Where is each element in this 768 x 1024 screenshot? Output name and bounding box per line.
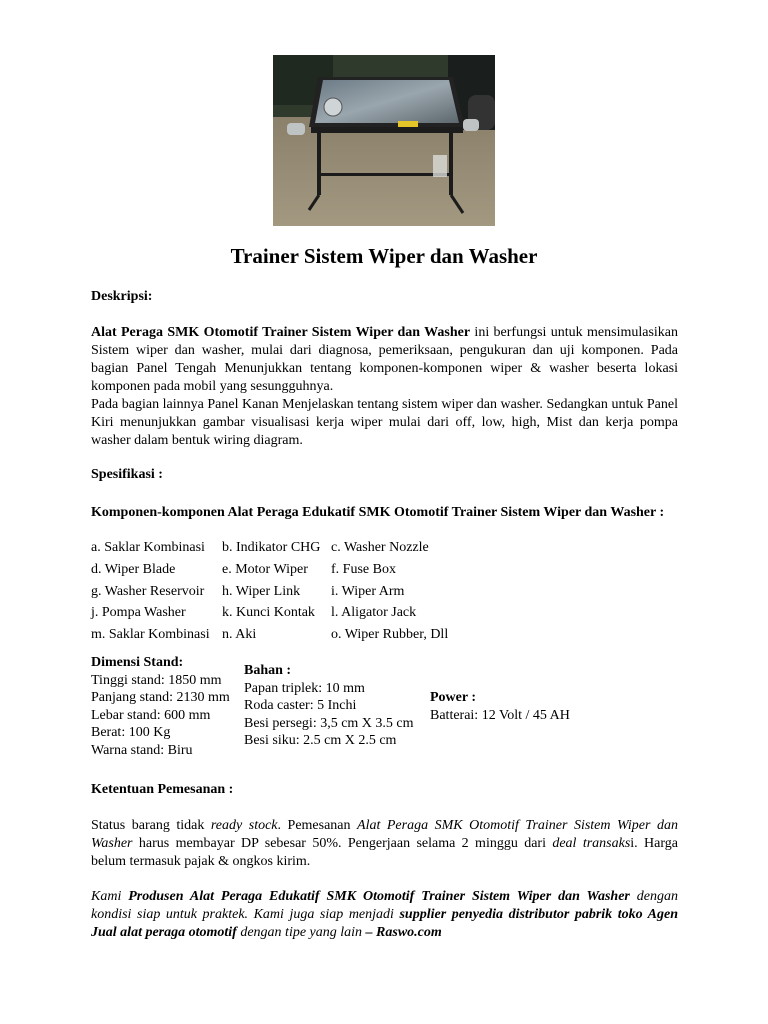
power-item: Batterai: 12 Volt / 45 AH bbox=[430, 707, 570, 723]
dimensi-item: Berat: 100 Kg bbox=[91, 725, 171, 740]
closing-text: dengan tipe yang lain bbox=[236, 925, 366, 940]
list-item bbox=[91, 540, 448, 562]
komponen-item: f. Fuse Box bbox=[331, 561, 396, 577]
ketentuan-text: harus membayar DP sebesar 50%. Pengerjaan selama 2 minggu dari bbox=[132, 836, 553, 851]
spesifikasi-label: Spesifikasi : bbox=[91, 467, 163, 482]
ketentuan-text: i. Harga belum termasuk pajak & ongkos kirim. bbox=[91, 836, 678, 869]
closing-text: dengan kondisi siap untuk praktek. Kami juga siap menjadi bbox=[91, 889, 678, 922]
ketentuan-italic: ready stock bbox=[210, 818, 278, 833]
closing-bold: supplier penyedia distributor pabrik toko Agen Jual alat peraga otomotif bbox=[91, 907, 678, 940]
komponen-item: j. Pompa Washer bbox=[91, 605, 186, 621]
power-heading: Power : bbox=[430, 690, 476, 705]
ketentuan-text: Status barang tidak bbox=[91, 818, 211, 833]
dimensi-item: Panjang stand: 2130 mm bbox=[91, 690, 230, 705]
komponen-item: b. Indikator CHG bbox=[222, 540, 321, 555]
komponen-item: k. Kunci Kontak bbox=[222, 605, 315, 621]
list-item bbox=[91, 562, 448, 584]
komponen-item: d. Wiper Blade bbox=[91, 561, 176, 577]
deskripsi-product-name: Alat Peraga SMK Otomotif Trainer Sistem Wiper dan Washer bbox=[91, 325, 471, 340]
dimensi-item: Tinggi stand: 1850 mm bbox=[91, 672, 222, 688]
bahan-item: Besi persegi: 3,5 cm X 3.5 cm bbox=[244, 715, 414, 731]
ketentuan-text: . Pemesanan bbox=[277, 818, 358, 833]
closing-brand: – Raswo.com bbox=[365, 925, 442, 940]
dimensi-heading: Dimensi Stand: bbox=[91, 655, 184, 670]
list-item bbox=[91, 605, 448, 627]
list-item bbox=[91, 584, 448, 606]
komponen-item: e. Motor Wiper bbox=[222, 561, 308, 577]
list-item bbox=[91, 627, 448, 649]
dimensi-section bbox=[91, 654, 230, 759]
komponen-item: l. Aligator Jack bbox=[331, 605, 417, 621]
power-section bbox=[430, 689, 570, 724]
komponen-item: i. Wiper Arm bbox=[331, 583, 405, 599]
komponen-item: c. Washer Nozzle bbox=[331, 540, 429, 555]
bahan-item: Besi siku: 2.5 cm X 2.5 cm bbox=[244, 733, 397, 748]
dimensi-item: Lebar stand: 600 mm bbox=[91, 707, 211, 723]
deskripsi-text-1: ini berfungsi untuk mensimulasikan Sistem wiper dan washer, mulai dari diagnosa, pemeriksaan, pengukuran dan uji komponen. Pada bagian Panel Tengah Menunjukkan tentang komponen-komponen wiper & washer beserta lokasi komponen pada mobil yang sesungguhnya. bbox=[91, 325, 678, 394]
komponen-item: m. Saklar Kombinasi bbox=[91, 627, 210, 643]
bahan-item: Roda caster: 5 Inchi bbox=[244, 698, 357, 713]
ketentuan-paragraph bbox=[91, 817, 678, 871]
komponen-list bbox=[91, 540, 448, 649]
komponen-item: h. Wiper Link bbox=[222, 583, 301, 599]
ketentuan-italic: deal transaks bbox=[552, 836, 631, 851]
ketentuan-label: Ketentuan Pemesanan : bbox=[91, 782, 234, 797]
deskripsi-paragraph-1 bbox=[91, 324, 678, 396]
ketentuan-italic: Alat Peraga SMK Otomotif Trainer Sistem Wiper dan Washer bbox=[91, 818, 678, 851]
komponen-item: n. Aki bbox=[222, 627, 257, 643]
bahan-section bbox=[244, 662, 414, 750]
komponen-heading: Komponen-komponen Alat Peraga Edukatif SMK Otomotif Trainer Sistem Wiper dan Washer : bbox=[91, 505, 665, 520]
bahan-heading: Bahan : bbox=[244, 663, 292, 678]
page-title: Trainer Sistem Wiper dan Washer bbox=[230, 244, 538, 268]
komponen-item: o. Wiper Rubber, Dll bbox=[331, 627, 449, 643]
closing-paragraph bbox=[91, 888, 678, 942]
komponen-item: g. Washer Reservoir bbox=[91, 583, 205, 599]
komponen-item: a. Saklar Kombinasi bbox=[91, 540, 205, 555]
dimensi-item: Warna stand: Biru bbox=[91, 742, 193, 758]
closing-text: Kami bbox=[91, 889, 129, 904]
bahan-item: Papan triplek: 10 mm bbox=[244, 680, 365, 696]
deskripsi-label: Deskripsi: bbox=[91, 289, 153, 304]
deskripsi-paragraph-2: Pada bagian lainnya Panel Kanan Menjelaskan tentang sistem wiper dan washer. Sedangkan untuk Panel Kiri menunjukkan gambar visualisasi kerja wiper mulai dari off, low, high, Mist dan kerja pompa washer dalam bentuk wiring diagram. bbox=[91, 397, 678, 448]
closing-bold: Produsen Alat Peraga Edukatif SMK Otomotif Trainer Sistem Wiper dan Washer bbox=[128, 889, 630, 904]
trainer-photo bbox=[273, 55, 495, 226]
